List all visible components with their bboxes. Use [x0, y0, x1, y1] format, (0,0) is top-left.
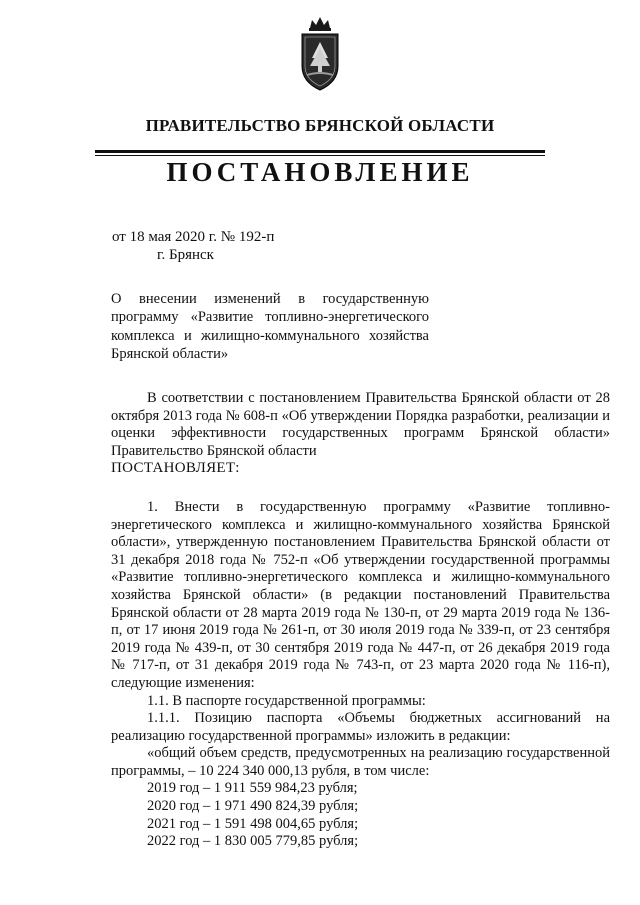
document-date-number: от 18 мая 2020 г. № 192-п — [112, 229, 275, 245]
quote-paragraph: «общий объем средств, предусмотренных на реализацию государственной программы, – 10 224 340 000,13 рубля, в том числе: — [111, 745, 610, 779]
year-line-2022: 2022 год – 1 830 005 779,85 рубля; — [147, 833, 359, 850]
item-1-1-1-paragraph: 1.1.1. Позицию паспорта «Объемы бюджетных ассигнований на реализацию государственной программы» изложить в редакции: — [111, 710, 610, 744]
decree-word: ПОСТАНОВЛЯЕТ: — [111, 460, 240, 477]
government-title: ПРАВИТЕЛЬСТВО БРЯНСКОЙ ОБЛАСТИ — [145, 116, 495, 135]
item-1-1-paragraph: 1.1. В паспорте государственной программы: — [147, 692, 426, 709]
header-divider-thick — [95, 150, 545, 153]
document-type-title: ПОСТАНОВЛЕНИЕ — [166, 157, 474, 187]
year-line-2019: 2019 год – 1 911 559 984,23 рубля; — [147, 780, 358, 797]
document-subject: О внесении изменений в государственную программу «Развитие топливно-энергетического комплекса и жилищно-коммунального хозяйства Брянской области» — [111, 291, 429, 362]
document-city: г. Брянск — [157, 247, 214, 263]
header-divider-thin — [95, 155, 545, 156]
item-1-paragraph: 1. Внести в государственную программу «Развитие топливно-энергетического комплекса и жилищно-коммунального хозяйства Брянской области», утвержденную постановлением Правительства Брянской области от 31 декабря 2018 года № 752-п «Об утверждении государственной программы «Развитие топливно-энергетического комплекса и жилищно-коммунального хозяйства Брянской области» (в редакции постановлений Правительства Брянской области от 28 марта 2019 года № 130-п, от 29 марта 2019 года № 136-п, от 17 июня 2019 года № 261-п, от 30 июля 2019 года № 339-п, от 23 сентября 2019 года № 439-п, от 30 сентября 2019 года № 447-п, от 26 декабря 2019 года № 717-п, от 31 декабря 2019 года № 743-п, от 23 марта 2020 года № 116-п), следующие изменения: — [111, 498, 610, 691]
bryansk-coat-of-arms-icon — [298, 14, 342, 94]
year-line-2021: 2021 год – 1 591 498 004,65 рубля; — [147, 815, 359, 832]
document-body — [111, 390, 610, 851]
preamble-paragraph: В соответствии с постановлением Правительства Брянской области от 28 октября 2013 года № 608-п «Об утверждении Порядка разработки, реализации и оценки эффективности государственных программ Брянской области» Правительство Брянской области — [111, 390, 610, 459]
year-line-2020: 2020 год – 1 971 490 824,39 рубля; — [147, 798, 359, 815]
